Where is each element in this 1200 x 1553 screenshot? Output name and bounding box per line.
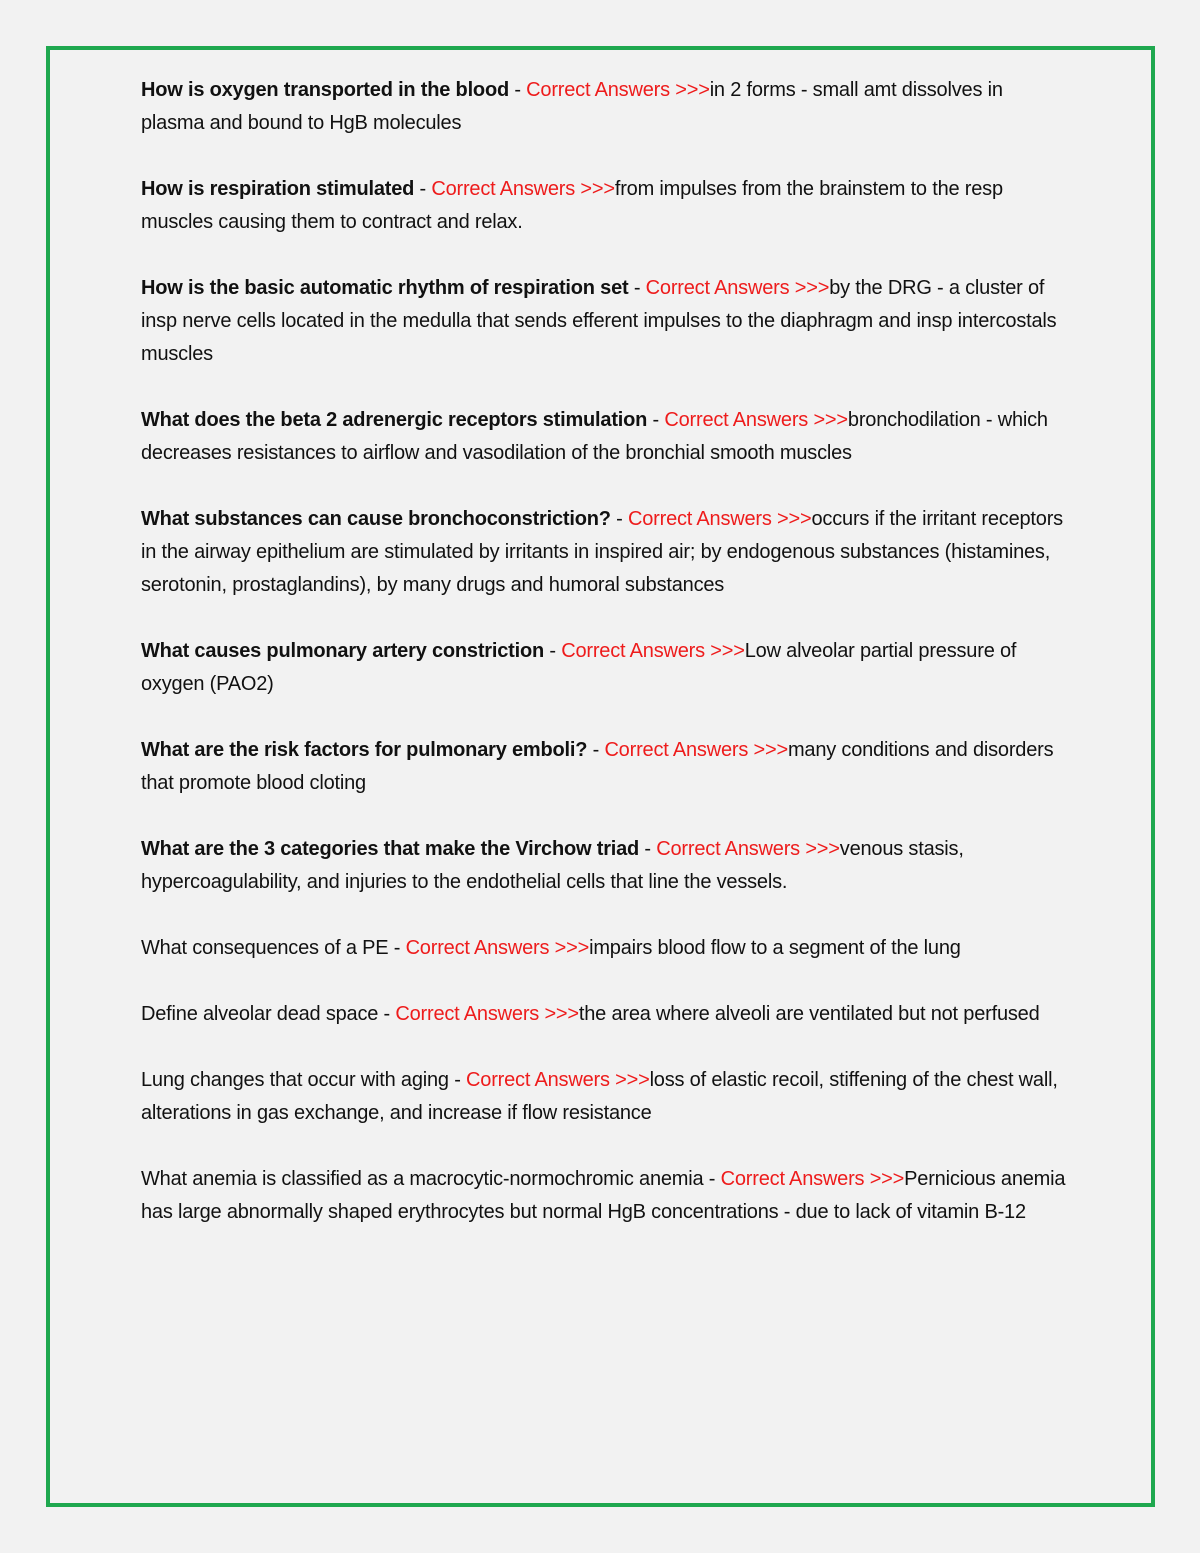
qa-item — [141, 503, 1066, 602]
answer-text: Low alveolar partial pressure of oxygen (PAO2) — [141, 640, 1017, 695]
correct-answers-label: Correct Answers >>> — [645, 277, 830, 299]
qa-item — [141, 1064, 1066, 1130]
correct-answers-label: Correct Answers >>> — [466, 1069, 650, 1091]
answer-text: venous stasis, hypercoagulability, and injuries to the endothelial cells that line the vessels. — [141, 838, 964, 893]
answer-text: many conditions and disorders that promote blood cloting — [141, 739, 1054, 794]
correct-answers-label: Correct Answers >>> — [431, 178, 615, 200]
question-text: Define alveolar dead space — [141, 1003, 379, 1025]
qa-item — [141, 1163, 1066, 1229]
correct-answers-label: Correct Answers >>> — [656, 838, 840, 860]
question-text: What does the beta 2 adrenergic receptors stimulation — [141, 409, 648, 431]
qa-item — [141, 74, 1066, 140]
correct-answers-label: Correct Answers >>> — [395, 1003, 579, 1025]
question-text: How is the basic automatic rhythm of respiration set — [141, 277, 629, 299]
qa-item — [141, 932, 1066, 965]
separator: - — [703, 1168, 721, 1190]
answer-text: the area where alveoli are ventilated but not perfused — [578, 1003, 1040, 1025]
answer-text: Pernicious anemia has large abnormally shaped erythrocytes but normal HgB concentrations - due to lack of vitamin B-12 — [141, 1168, 1066, 1223]
qa-item — [141, 173, 1066, 239]
separator: - — [610, 508, 628, 530]
separator: - — [378, 1003, 396, 1025]
question-text: What are the risk factors for pulmonary emboli? — [141, 739, 588, 761]
answer-text: impairs blood flow to a segment of the lung — [589, 937, 961, 959]
correct-answers-label: Correct Answers >>> — [405, 937, 590, 959]
separator: - — [388, 937, 406, 959]
question-text: What consequences of a PE — [141, 937, 389, 959]
correct-answers-label: Correct Answers >>> — [664, 409, 848, 431]
separator: - — [647, 409, 665, 431]
qa-item — [141, 404, 1066, 470]
question-text: What anemia is classified as a macrocytic-normochromic anemia — [141, 1168, 704, 1190]
answer-text: bronchodilation - which decreases resistances to airflow and vasodilation of the bronchial smooth muscles — [141, 409, 1048, 464]
qa-item — [141, 272, 1066, 371]
separator: - — [587, 739, 605, 761]
question-text: Lung changes that occur with aging — [141, 1069, 449, 1091]
question-text: How is oxygen transported in the blood — [141, 79, 509, 101]
correct-answers-label: Correct Answers >>> — [627, 508, 812, 530]
qa-list — [141, 74, 1066, 1262]
separator: - — [544, 640, 562, 662]
correct-answers-label: Correct Answers >>> — [720, 1168, 905, 1190]
answer-text: from impulses from the brainstem to the resp muscles causing them to contract and relax. — [141, 178, 1003, 233]
separator: - — [414, 178, 432, 200]
separator: - — [508, 79, 527, 101]
qa-item — [141, 635, 1066, 701]
answer-text: by the DRG - a cluster of insp nerve cells located in the medulla that sends efferent impulses to the diaphragm and insp intercostals muscles — [141, 277, 1057, 365]
qa-item — [141, 833, 1066, 899]
question-text: How is respiration stimulated — [141, 178, 415, 200]
separator: - — [628, 277, 646, 299]
question-text: What substances can cause bronchoconstriction? — [141, 508, 611, 530]
answer-text: in 2 forms - small amt dissolves in plasma and bound to HgB molecules — [141, 79, 1003, 134]
question-text: What causes pulmonary artery constriction — [141, 640, 545, 662]
separator: - — [448, 1069, 467, 1091]
qa-item — [141, 734, 1066, 800]
correct-answers-label: Correct Answers >>> — [561, 640, 745, 662]
correct-answers-label: Correct Answers >>> — [604, 739, 788, 761]
question-text: What are the 3 categories that make the Virchow triad — [141, 838, 640, 860]
answer-text: occurs if the irritant receptors in the airway epithelium are stimulated by irritants in inspired air; by endogenous substances (histamines, serotonin, prostaglandins), by many drugs and humoral substances — [141, 508, 1063, 596]
qa-item — [141, 998, 1066, 1031]
correct-answers-label: Correct Answers >>> — [526, 79, 710, 101]
separator: - — [639, 838, 657, 860]
answer-text: loss of elastic recoil, stiffening of the chest wall, alterations in gas exchange, and increase if flow resistance — [141, 1069, 1058, 1124]
